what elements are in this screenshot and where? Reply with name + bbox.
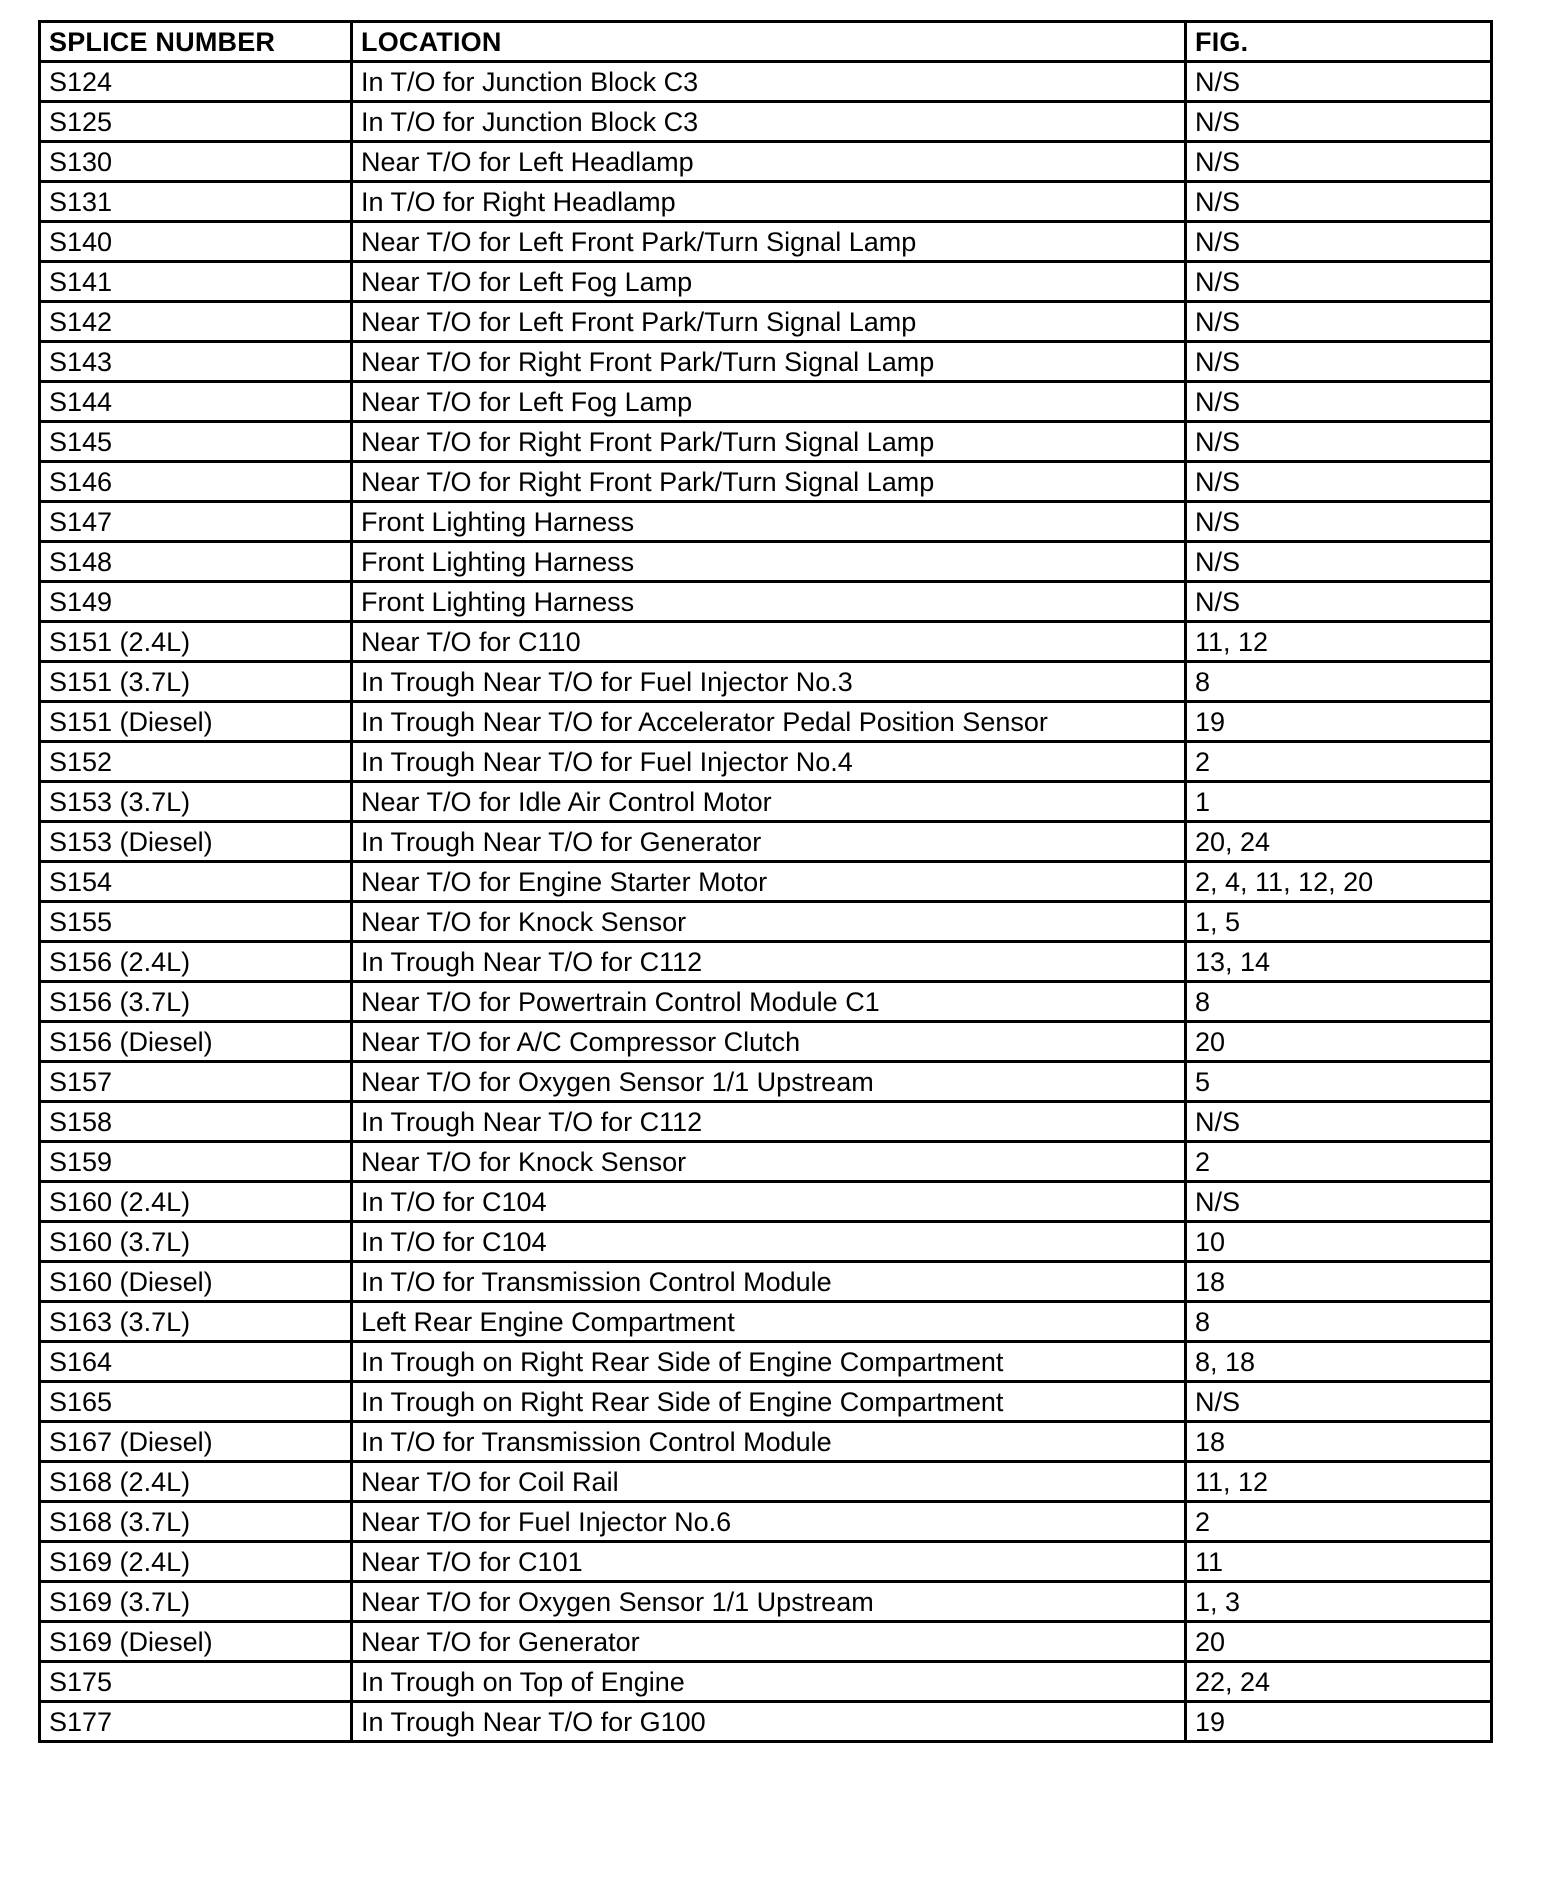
location-cell: In T/O for Junction Block C3 [352, 62, 1186, 102]
splice-number-cell: S158 [40, 1102, 352, 1142]
fig-cell: 18 [1186, 1422, 1492, 1462]
splice-number-cell: S144 [40, 382, 352, 422]
location-cell: Near T/O for Coil Rail [352, 1462, 1186, 1502]
table-row [40, 1622, 1492, 1662]
table-row [40, 582, 1492, 622]
splice-number-cell: S156 (3.7L) [40, 982, 352, 1022]
splice-number-cell: S153 (3.7L) [40, 782, 352, 822]
location-cell: In Trough on Right Rear Side of Engine Compartment [352, 1342, 1186, 1382]
splice-number-cell: S124 [40, 62, 352, 102]
location-cell: In Trough Near T/O for Fuel Injector No.3 [352, 662, 1186, 702]
fig-cell: 19 [1186, 1702, 1492, 1742]
table-row [40, 822, 1492, 862]
table-row [40, 462, 1492, 502]
fig-cell: N/S [1186, 1382, 1492, 1422]
table-row [40, 382, 1492, 422]
fig-cell: 11, 12 [1186, 622, 1492, 662]
table-row [40, 1302, 1492, 1342]
table-row [40, 1102, 1492, 1142]
splice-number-cell: S146 [40, 462, 352, 502]
table-row [40, 222, 1492, 262]
fig-cell: 8 [1186, 1302, 1492, 1342]
table-row [40, 1662, 1492, 1702]
splice-number-cell: S142 [40, 302, 352, 342]
table-row [40, 742, 1492, 782]
splice-number-cell: S169 (3.7L) [40, 1582, 352, 1622]
location-cell: Near T/O for Right Front Park/Turn Signal Lamp [352, 462, 1186, 502]
table-row [40, 542, 1492, 582]
splice-number-cell: S175 [40, 1662, 352, 1702]
location-cell: In Trough Near T/O for C112 [352, 942, 1186, 982]
splice-number-cell: S148 [40, 542, 352, 582]
location-cell: In Trough Near T/O for G100 [352, 1702, 1186, 1742]
table-row [40, 1142, 1492, 1182]
table-row [40, 1262, 1492, 1302]
table-row [40, 782, 1492, 822]
table-row [40, 1422, 1492, 1462]
header-fig: FIG. [1186, 22, 1492, 62]
splice-number-cell: S153 (Diesel) [40, 822, 352, 862]
location-cell: Front Lighting Harness [352, 582, 1186, 622]
fig-cell: 1 [1186, 782, 1492, 822]
table-row [40, 1542, 1492, 1582]
splice-number-cell: S140 [40, 222, 352, 262]
splice-number-cell: S145 [40, 422, 352, 462]
location-cell: Near T/O for Knock Sensor [352, 902, 1186, 942]
fig-cell: N/S [1186, 582, 1492, 622]
fig-cell: 2 [1186, 742, 1492, 782]
table-row [40, 902, 1492, 942]
table-row [40, 262, 1492, 302]
splice-number-cell: S130 [40, 142, 352, 182]
fig-cell: 22, 24 [1186, 1662, 1492, 1702]
location-cell: Near T/O for Right Front Park/Turn Signal Lamp [352, 342, 1186, 382]
location-cell: In Trough Near T/O for C112 [352, 1102, 1186, 1142]
location-cell: Near T/O for A/C Compressor Clutch [352, 1022, 1186, 1062]
table-row [40, 1502, 1492, 1542]
location-cell: Near T/O for Left Front Park/Turn Signal Lamp [352, 302, 1186, 342]
splice-location-table [38, 20, 1493, 1743]
location-cell: Near T/O for Right Front Park/Turn Signal Lamp [352, 422, 1186, 462]
location-cell: In Trough Near T/O for Fuel Injector No.4 [352, 742, 1186, 782]
splice-number-cell: S149 [40, 582, 352, 622]
splice-number-cell: S147 [40, 502, 352, 542]
splice-number-cell: S160 (Diesel) [40, 1262, 352, 1302]
location-cell: In T/O for Right Headlamp [352, 182, 1186, 222]
table-row [40, 662, 1492, 702]
location-cell: Near T/O for Generator [352, 1622, 1186, 1662]
splice-number-cell: S141 [40, 262, 352, 302]
fig-cell: N/S [1186, 222, 1492, 262]
splice-number-cell: S131 [40, 182, 352, 222]
fig-cell: 13, 14 [1186, 942, 1492, 982]
fig-cell: 20 [1186, 1022, 1492, 1062]
table-row [40, 1582, 1492, 1622]
splice-number-cell: S157 [40, 1062, 352, 1102]
splice-number-cell: S169 (2.4L) [40, 1542, 352, 1582]
fig-cell: 20 [1186, 1622, 1492, 1662]
splice-number-cell: S168 (3.7L) [40, 1502, 352, 1542]
location-cell: Near T/O for Oxygen Sensor 1/1 Upstream [352, 1062, 1186, 1102]
splice-number-cell: S143 [40, 342, 352, 382]
location-cell: Left Rear Engine Compartment [352, 1302, 1186, 1342]
splice-number-cell: S163 (3.7L) [40, 1302, 352, 1342]
fig-cell: N/S [1186, 542, 1492, 582]
location-cell: In Trough on Right Rear Side of Engine Compartment [352, 1382, 1186, 1422]
fig-cell: 11, 12 [1186, 1462, 1492, 1502]
header-splice-number: SPLICE NUMBER [40, 22, 352, 62]
fig-cell: N/S [1186, 1102, 1492, 1142]
splice-number-cell: S125 [40, 102, 352, 142]
splice-number-cell: S152 [40, 742, 352, 782]
fig-cell: 10 [1186, 1222, 1492, 1262]
location-cell: Near T/O for Knock Sensor [352, 1142, 1186, 1182]
location-cell: Front Lighting Harness [352, 502, 1186, 542]
splice-number-cell: S155 [40, 902, 352, 942]
location-cell: Near T/O for Fuel Injector No.6 [352, 1502, 1186, 1542]
fig-cell: 8, 18 [1186, 1342, 1492, 1382]
splice-number-cell: S151 (2.4L) [40, 622, 352, 662]
fig-cell: 18 [1186, 1262, 1492, 1302]
location-cell: In T/O for C104 [352, 1222, 1186, 1262]
fig-cell: N/S [1186, 142, 1492, 182]
table-row [40, 422, 1492, 462]
fig-cell: N/S [1186, 262, 1492, 302]
location-cell: Near T/O for C101 [352, 1542, 1186, 1582]
fig-cell: N/S [1186, 102, 1492, 142]
fig-cell: 8 [1186, 662, 1492, 702]
splice-number-cell: S159 [40, 1142, 352, 1182]
splice-number-cell: S164 [40, 1342, 352, 1382]
table-row [40, 982, 1492, 1022]
fig-cell: N/S [1186, 422, 1492, 462]
location-cell: Near T/O for Engine Starter Motor [352, 862, 1186, 902]
splice-number-cell: S151 (Diesel) [40, 702, 352, 742]
table-row [40, 942, 1492, 982]
location-cell: In Trough on Top of Engine [352, 1662, 1186, 1702]
location-cell: In Trough Near T/O for Generator [352, 822, 1186, 862]
fig-cell: 19 [1186, 702, 1492, 742]
fig-cell: N/S [1186, 462, 1492, 502]
table-row [40, 502, 1492, 542]
location-cell: In Trough Near T/O for Accelerator Pedal Position Sensor [352, 702, 1186, 742]
fig-cell: 2 [1186, 1142, 1492, 1182]
table-row [40, 862, 1492, 902]
location-cell: In T/O for Junction Block C3 [352, 102, 1186, 142]
location-cell: Near T/O for Left Fog Lamp [352, 382, 1186, 422]
location-cell: Near T/O for Left Front Park/Turn Signal Lamp [352, 222, 1186, 262]
fig-cell: 8 [1186, 982, 1492, 1022]
table-row [40, 1702, 1492, 1742]
table-row [40, 1062, 1492, 1102]
table-row [40, 302, 1492, 342]
table-row [40, 102, 1492, 142]
table-row [40, 1182, 1492, 1222]
location-cell: Near T/O for Idle Air Control Motor [352, 782, 1186, 822]
splice-number-cell: S167 (Diesel) [40, 1422, 352, 1462]
splice-number-cell: S156 (2.4L) [40, 942, 352, 982]
header-location: LOCATION [352, 22, 1186, 62]
header-row [40, 22, 1492, 62]
table-row [40, 1222, 1492, 1262]
fig-cell: 20, 24 [1186, 822, 1492, 862]
location-cell: Front Lighting Harness [352, 542, 1186, 582]
fig-cell: N/S [1186, 62, 1492, 102]
fig-cell: 2 [1186, 1502, 1492, 1542]
fig-cell: 11 [1186, 1542, 1492, 1582]
location-cell: In T/O for Transmission Control Module [352, 1262, 1186, 1302]
fig-cell: 1, 5 [1186, 902, 1492, 942]
splice-number-cell: S156 (Diesel) [40, 1022, 352, 1062]
fig-cell: 1, 3 [1186, 1582, 1492, 1622]
table-row [40, 62, 1492, 102]
table-row [40, 142, 1492, 182]
location-cell: Near T/O for Left Headlamp [352, 142, 1186, 182]
splice-number-cell: S154 [40, 862, 352, 902]
table-row [40, 1382, 1492, 1422]
table-row [40, 1462, 1492, 1502]
fig-cell: N/S [1186, 182, 1492, 222]
splice-number-cell: S151 (3.7L) [40, 662, 352, 702]
table-row [40, 1342, 1492, 1382]
table-row [40, 342, 1492, 382]
table-row [40, 1022, 1492, 1062]
splice-number-cell: S169 (Diesel) [40, 1622, 352, 1662]
fig-cell: N/S [1186, 502, 1492, 542]
splice-number-cell: S165 [40, 1382, 352, 1422]
location-cell: In T/O for C104 [352, 1182, 1186, 1222]
location-cell: In T/O for Transmission Control Module [352, 1422, 1186, 1462]
fig-cell: N/S [1186, 382, 1492, 422]
fig-cell: N/S [1186, 302, 1492, 342]
fig-cell: N/S [1186, 342, 1492, 382]
splice-number-cell: S160 (3.7L) [40, 1222, 352, 1262]
location-cell: Near T/O for Powertrain Control Module C1 [352, 982, 1186, 1022]
splice-number-cell: S177 [40, 1702, 352, 1742]
location-cell: Near T/O for Oxygen Sensor 1/1 Upstream [352, 1582, 1186, 1622]
fig-cell: 2, 4, 11, 12, 20 [1186, 862, 1492, 902]
splice-number-cell: S160 (2.4L) [40, 1182, 352, 1222]
table-row [40, 182, 1492, 222]
fig-cell: N/S [1186, 1182, 1492, 1222]
location-cell: Near T/O for Left Fog Lamp [352, 262, 1186, 302]
location-cell: Near T/O for C110 [352, 622, 1186, 662]
table-row [40, 622, 1492, 662]
fig-cell: 5 [1186, 1062, 1492, 1102]
table-body [40, 62, 1492, 1742]
splice-number-cell: S168 (2.4L) [40, 1462, 352, 1502]
table-row [40, 702, 1492, 742]
